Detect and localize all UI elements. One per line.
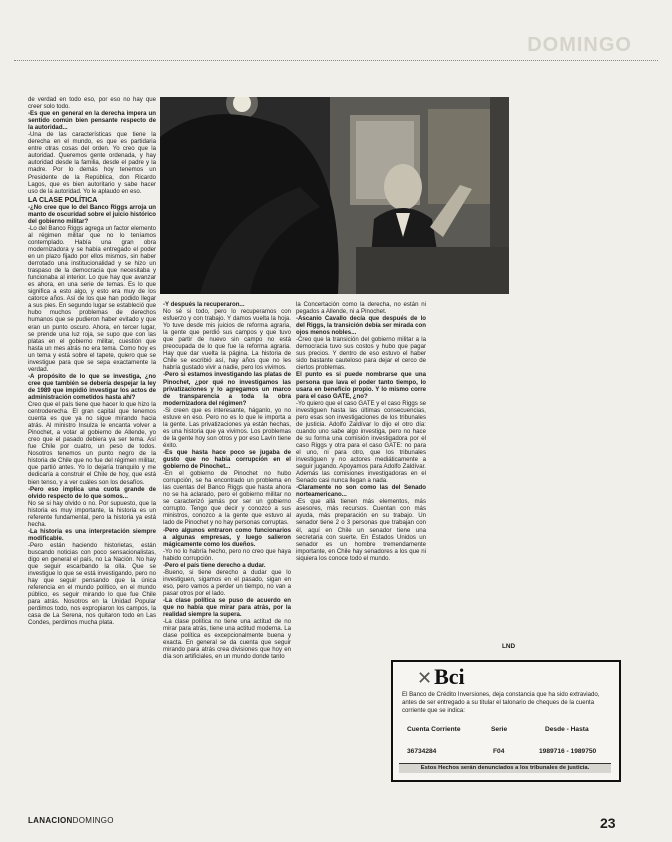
interview-answer: -Es que allá tienen más elementos, más asesores, más recursos. Cuentan con más ayuda, más preparación en su trabajo. Un senador tiene 2 o 3 personas que trabajan con él, aquí en Chile un senador tiene una secretaria con suerte. En Estados Unidos un senador es un hombre tremendamente importante, en Chile hay senadores a los que ni siquiera los conoce todo el mundo.	[296, 498, 426, 562]
photo-illustration	[160, 97, 509, 294]
ad-notice-text: El Banco de Crédito Inversiones, deja constancia que ha sido extraviado, antes de ser entregado a su titular el talonario de cheques de la cuenta corriente que se indica:	[402, 691, 600, 714]
article-column-3	[296, 301, 426, 651]
brand-name: LANACION	[28, 816, 73, 825]
page-number: 23	[600, 815, 616, 831]
interview-answer: No se si hay olvido o no. Por supuesto, que la historia es muy importante, la historia es un referente fundamental, pero la historia ya está hecha.	[28, 499, 156, 528]
ghost-section-title: DOMINGO	[527, 34, 632, 56]
interview-question: -La clase política se puso de acuerdo en que no había que mirar para atrás, por la realidad siempre la supera.	[163, 596, 291, 619]
interview-question: -A propósito de lo que se investiga, ¿no cree que también se debería despejar la ley de 1989 que impidió investigar los actos de administración cometidos hasta ahí?	[28, 372, 156, 401]
interview-question: -La historia es una interpretación siempre modificable.	[28, 527, 156, 542]
interview-question: -Claramente no son como las del Senado norteamericano...	[296, 484, 426, 499]
interview-question: -Es que hasta hace poco se jugaba de gusto que no había corrupción en el gobierno de Pinochet...	[163, 448, 291, 471]
interview-question: -Pero eso implica una cuota grande de olvido respecto de lo que somos...	[28, 485, 156, 500]
interview-question: -Y después la recuperaron...	[163, 301, 245, 308]
interview-answer: No sé si todo, pero lo recuperamos con esfuerzo y con trabajo. Y damos vuelta la hoja. Yo tuve desde mis juicios de reforma agraria, la gente que perdió sus campos y que tuvo que partir de nuevo sin campo no está preocupada de lo que fue la reforma agraria. Hay que dar vuelta la página. La historia de Chile se escribió así, hay años que no les habría gustado vivir a nadie, pero los vivimos.	[163, 308, 291, 372]
interview-photo	[160, 97, 509, 294]
ad-header-range: Desde - Hasta	[545, 726, 589, 733]
ad-value-account: 36734284	[407, 748, 437, 755]
interview-answer: la Concertación como la derecha, no están ni pegados a Allende, ni a Pinochet.	[296, 301, 426, 316]
interview-answer: -En el gobierno de Pinochet no hubo corrupción, se ha encontrado un problema en las cuentas del Banco Riggs que hasta ahora no se ha aclarado, pero el gobierno militar no se caracterizó jamás por ser un gobierno corrupto. Tengo que decir y conozco a sus ministros, conozco a la gente que estuvo al lado de Pinochet y no hay personas corruptas.	[163, 470, 291, 527]
interview-answer: -Yo quiero que el caso GATE y el caso Riggs se investiguen hasta las últimas consecuencias, pero esas son investigaciones de los tribunales de justicia. Adolfo Zaldívar lo dijo el otro día: cuando uno sabe algo investiga, pero no hace de su forma una comisión investigadora por el caso Riggs y otra para el caso GATE: no para el uno, ni para otro, que los tribunales investiguen y no actores mediáticamente a seguir jugando. Apoyamos para Adolfo Zaldívar. Además las comisiones investigadoras en el Senado casi nunca llegan a nada.	[296, 399, 426, 485]
brand-section: DOMINGO	[72, 816, 114, 825]
interview-answer: -Una de las características que tiene la derecha en el mundo, es que es partidaria entre otras cosas del orden. Yo creo que la autoridad. Queremos gente ordenada, y hay autoridad desde la familia, desde el padre y la madre. Por lo demás hoy tenemos un Presidente de la República, don Ricardo Lagos, que es bien autoritario y sabe hacer uso de la autoridad. Yo le aplaudo en eso.	[28, 131, 156, 195]
interview-question: -Ascanio Cavallo decía que después de lo del Riggs, la transición debía ser mirada con ojos menos nobles...	[296, 315, 426, 337]
interview-question: El punto es si puede nombrarse que una persona que lava el poder tanto tiempo, lo usara en beneficio propio. Y lo mismo corre para el caso GATE, ¿no?	[296, 371, 426, 400]
interview-question: -¿No cree que lo del Banco Riggs arroja un manto de oscuridad sobre el juicio histórico del gobierno militar?	[28, 203, 156, 225]
bank-notice-ad	[391, 660, 621, 782]
ad-header-account: Cuenta Corriente	[407, 726, 461, 733]
interview-answer: -La clase política no tiene una actitud de no mirar para atrás, tiene una actitud moderna. La clase política es excepcionalmente buena y exacta. En general se da cuenta que seguir mirando para atrás crea divisiones que hoy en día son artificiales, en un mundo donde tanto	[163, 618, 291, 661]
interview-question: -Pero el país tiene derecho a dudar.	[163, 561, 266, 569]
bci-mark-icon: ✕	[417, 668, 433, 688]
interview-question: -Pero si estamos investigando las platas de Pinochet, ¿por qué no investigamos las privatizaciones y lo agregamos un marco de transparencia a toda la obra modernizadora del régimen?	[163, 371, 291, 407]
interview-answer: -Si creen que es interesante, háganlo, yo no estuve en eso. Pero no es lo que le importa a la gente. Las privatizaciones ya están hechas, es una historia que ya vivimos. Los problemas de la gente hoy son otros y por eso Lavín tiene éxito.	[163, 406, 291, 449]
bci-logo: ✕Bci	[417, 664, 465, 689]
interview-answer: -Bueno, si tiene derecho a dudar que lo investiguen, sigamos en el pasado, sigan en eso, pero vamos a perder un tiempo, no van a pasar otros por el lado.	[163, 568, 291, 597]
article-signoff: LND	[502, 643, 516, 650]
top-rule	[14, 60, 658, 61]
publication-footer	[28, 816, 114, 825]
ad-header-series: Serie	[491, 726, 508, 733]
ad-value-range: 1989716 - 1989750	[539, 748, 597, 755]
article-column-2	[163, 301, 291, 790]
interview-answer: de verdad en todo eso, por eso no hay que creer solo todo.	[28, 96, 156, 111]
interview-answer: -Creo que la transición del gobierno militar a la democracia tuvo sus costos y hubo que pagar sus precios. Y dentro de eso estuvo el haber sido bastante cauteloso para dejar el cerco de ciertos problemas.	[296, 336, 426, 372]
interview-question: -Pero algunos entraron como funcionarios a algunas empresas, y luego salieron mágicamente como los dueños.	[163, 526, 291, 548]
interview-answer: Creo que el país tiene que hacer lo que hizo la centroderecha. El gran capital que tenemos cuenta es que ya no sigue mirando hacia atrás. Al ministro Insulza le encanta volver a Pinochet, a votar al gobierno de Allende, yo creo que el pasado debiera ya ser tema. Así fue Chile por cuatro, un peso de todos. Nosotros tenemos un punto negro de la historia de Chile que no fue del régimen militar, que partió antes. Yo lo dejaría tranquilo y me dedicaría a construir el Chile de hoy, que está bien tenso, y a ver cuáles son los desafíos.	[28, 401, 156, 486]
interview-question: -Es que en general en la derecha impera un sentido común bien pensante respecto de la autoridad...	[28, 110, 156, 132]
section-heading: LA CLASE POLÍTICA	[28, 196, 98, 204]
interview-answer: -Lo del Banco Riggs agrega un factor elemento al régimen militar que no lo teníamos contemplado. Había una gran obra modernizadora y se había entregado el poder en un plazo fijado por ellos mismos, sin haber derrotado una institucionalidad y se hizo un traspaso de la democracia que necesitaba y funcionaba al interior. Lo que hay que avanzar es ahora, en una serie de temas. Es lo que significa a esto algo, y esto era muy de los catorce años. Así de los que han podido llegar a sus pies. En segundo lugar se estableció que hubo muchos problemas de derechos humanos que se pudieron haber evitado y que eran un punto oscuro. Ahora, en tercer lugar, se prende una luz roja, se supo que con las platas en el gobierno militar, cuestión que hasta un mes atrás no era tema. Como hoy es un tema y está sobre el tapete, quiero que se investigue para que se sepa exactamente la verdad.	[28, 224, 156, 373]
interview-answer: -Yo no lo habría hecho, pero no creo que haya habido corrupción.	[163, 547, 291, 562]
ad-footer-bar: Estos Hechos serán denunciados a los tribunales de justicia.	[399, 763, 611, 773]
ad-value-series: F04	[493, 748, 505, 755]
interview-answer: -Pero están haciendo historietas, están buscando noticias con poco sensacionalistas, digo en general el país, no La Nación. No hay que seguir escarbando la olla. Que se investigue lo que se está investigando, pero no hay que seguir pensando que la única referencia en el mundo político, en el mundo público, es seguir mirando lo que fue Chile para atrás. Nosotros en la Unidad Popular perdimos todo, nos expropiaron los campos, la casa de La Serena, nos quitaron todo en Las Condes, perdimos mucha plata.	[28, 541, 156, 627]
article-column-1	[28, 96, 156, 788]
